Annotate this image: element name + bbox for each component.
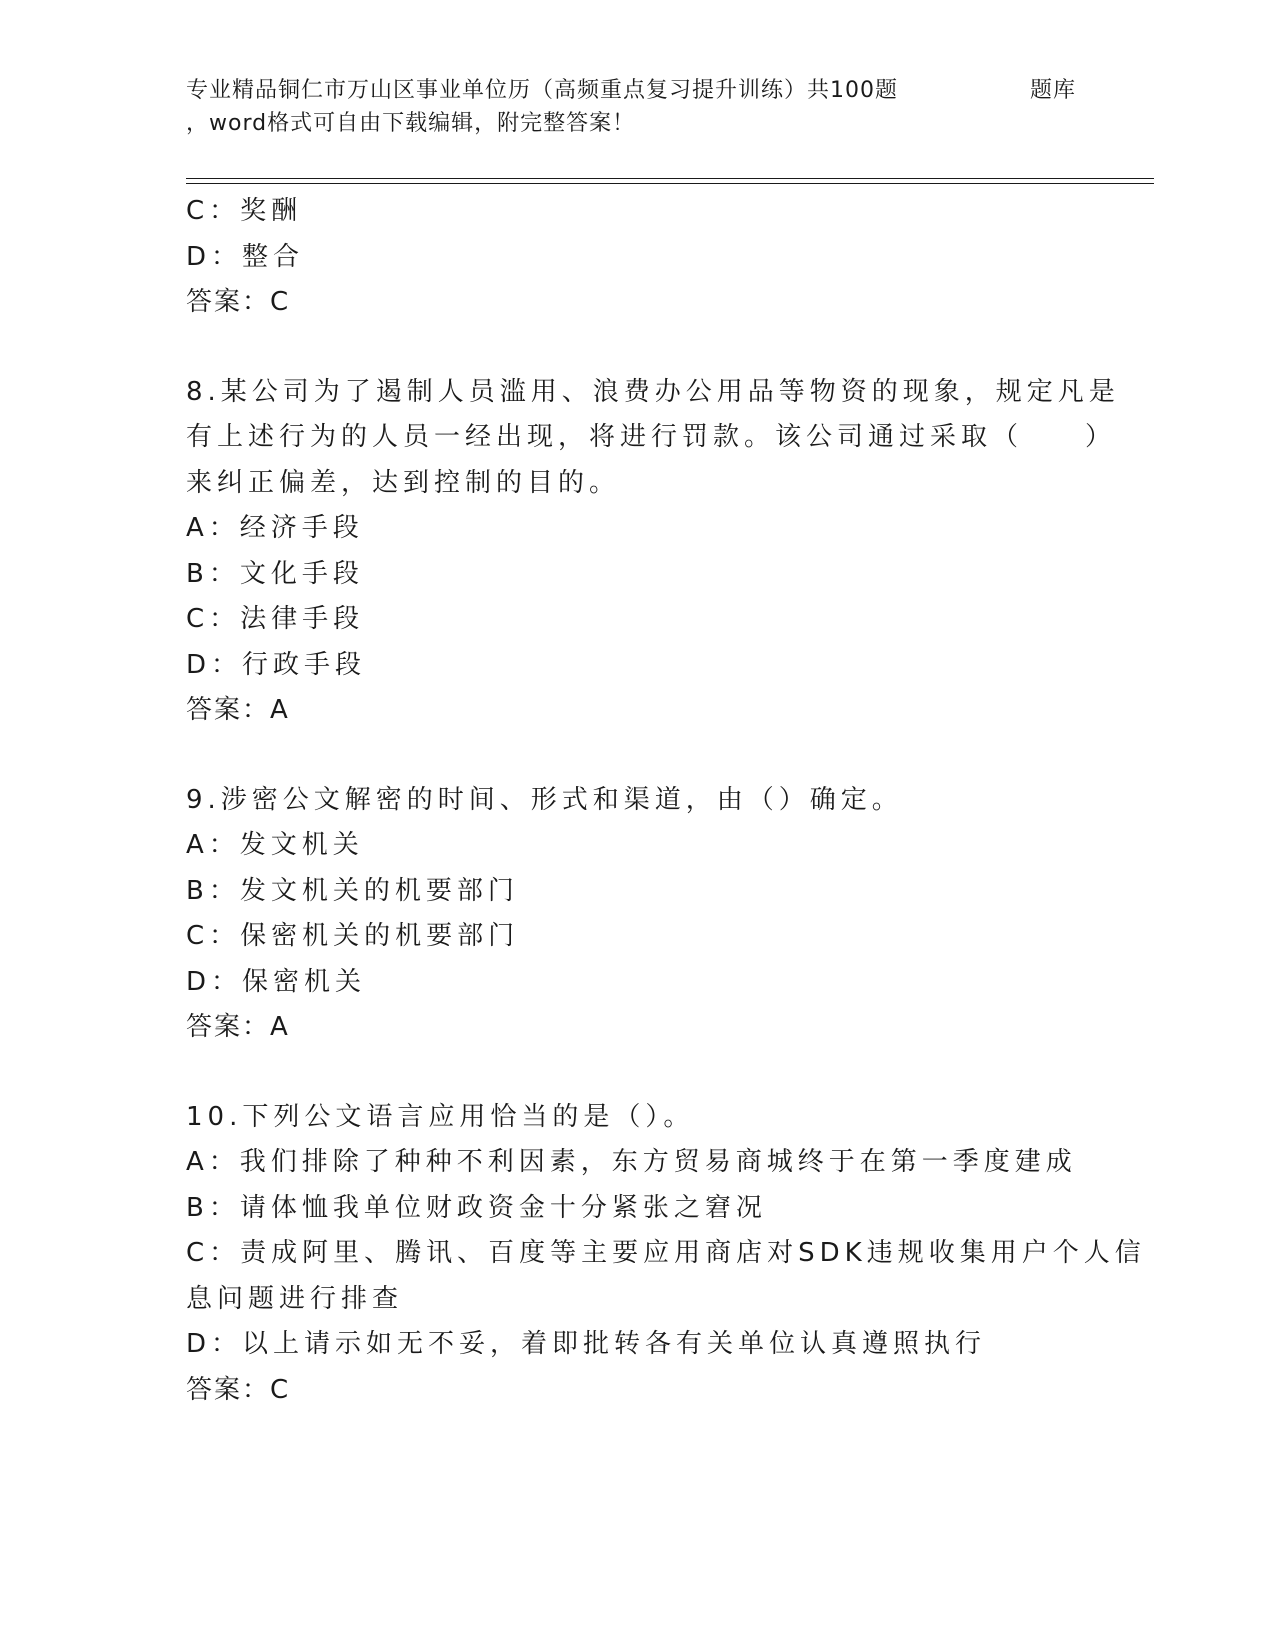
answer: 答案：C — [186, 287, 291, 317]
header-tag: 题库 — [1030, 78, 1077, 103]
option-c-continued: 息问题进行排查 — [186, 1283, 404, 1314]
option-b: B：请体恤我单位财政资金十分紧张之窘况 — [186, 1192, 767, 1223]
question-9 — [186, 778, 1066, 1051]
question-stem: 8.某公司为了遏制人员滥用、浪费办公用品等物资的现象，规定凡是 — [186, 376, 1120, 407]
question-8 — [186, 370, 1120, 734]
header-title-row — [186, 74, 1166, 107]
option-c: C：奖酬 — [186, 196, 303, 226]
option-c: C：法律手段 — [186, 604, 365, 634]
spacer — [186, 1051, 1066, 1095]
answer: 答案：A — [186, 695, 290, 725]
header-rule-top — [186, 178, 1154, 179]
question-stem: 10.下列公文语言应用恰当的是（）。 — [186, 1101, 695, 1132]
option-d: D：整合 — [186, 241, 305, 272]
header-title: 专业精品铜仁市万山区事业单位历（高频重点复习提升训练）共100题 — [186, 78, 898, 103]
header-rule-bottom — [186, 183, 1154, 184]
answer: 答案：A — [186, 1012, 290, 1042]
option-a: A：经济手段 — [186, 513, 364, 543]
question-stem: 来纠正偏差，达到控制的目的。 — [186, 467, 621, 498]
question-10 — [186, 1095, 1146, 1414]
option-d: D：行政手段 — [186, 649, 367, 680]
option-b: B：发文机关的机要部门 — [186, 875, 519, 906]
option-a: A：我们排除了种种不利因素，东方贸易商城终于在第一季度建成 — [186, 1147, 1077, 1177]
page-header — [186, 74, 1166, 140]
answer: 答案：C — [186, 1374, 291, 1405]
option-d: D：保密机关 — [186, 966, 367, 997]
question-7-tail — [186, 189, 1066, 326]
spacer — [186, 734, 1066, 778]
spacer — [186, 326, 1066, 370]
question-list — [186, 189, 1146, 1413]
option-c: C：保密机关的机要部门 — [186, 921, 520, 951]
option-a: A：发文机关 — [186, 830, 364, 860]
option-c: C：责成阿里、腾讯、百度等主要应用商店对SDK违规收集用户个人信 — [186, 1238, 1146, 1268]
header-subtitle: ，word格式可自由下载编辑，附完整答案！ — [186, 111, 636, 136]
question-stem: 有上述行为的人员一经出现，将进行罚款。该公司通过采取（ ） — [186, 422, 1117, 452]
option-b: B：文化手段 — [186, 558, 364, 589]
question-stem: 9.涉密公文解密的时间、形式和渠道，由（）确定。 — [186, 784, 903, 815]
option-d: D：以上请示如无不妥，着即批转各有关单位认真遵照执行 — [186, 1329, 987, 1359]
